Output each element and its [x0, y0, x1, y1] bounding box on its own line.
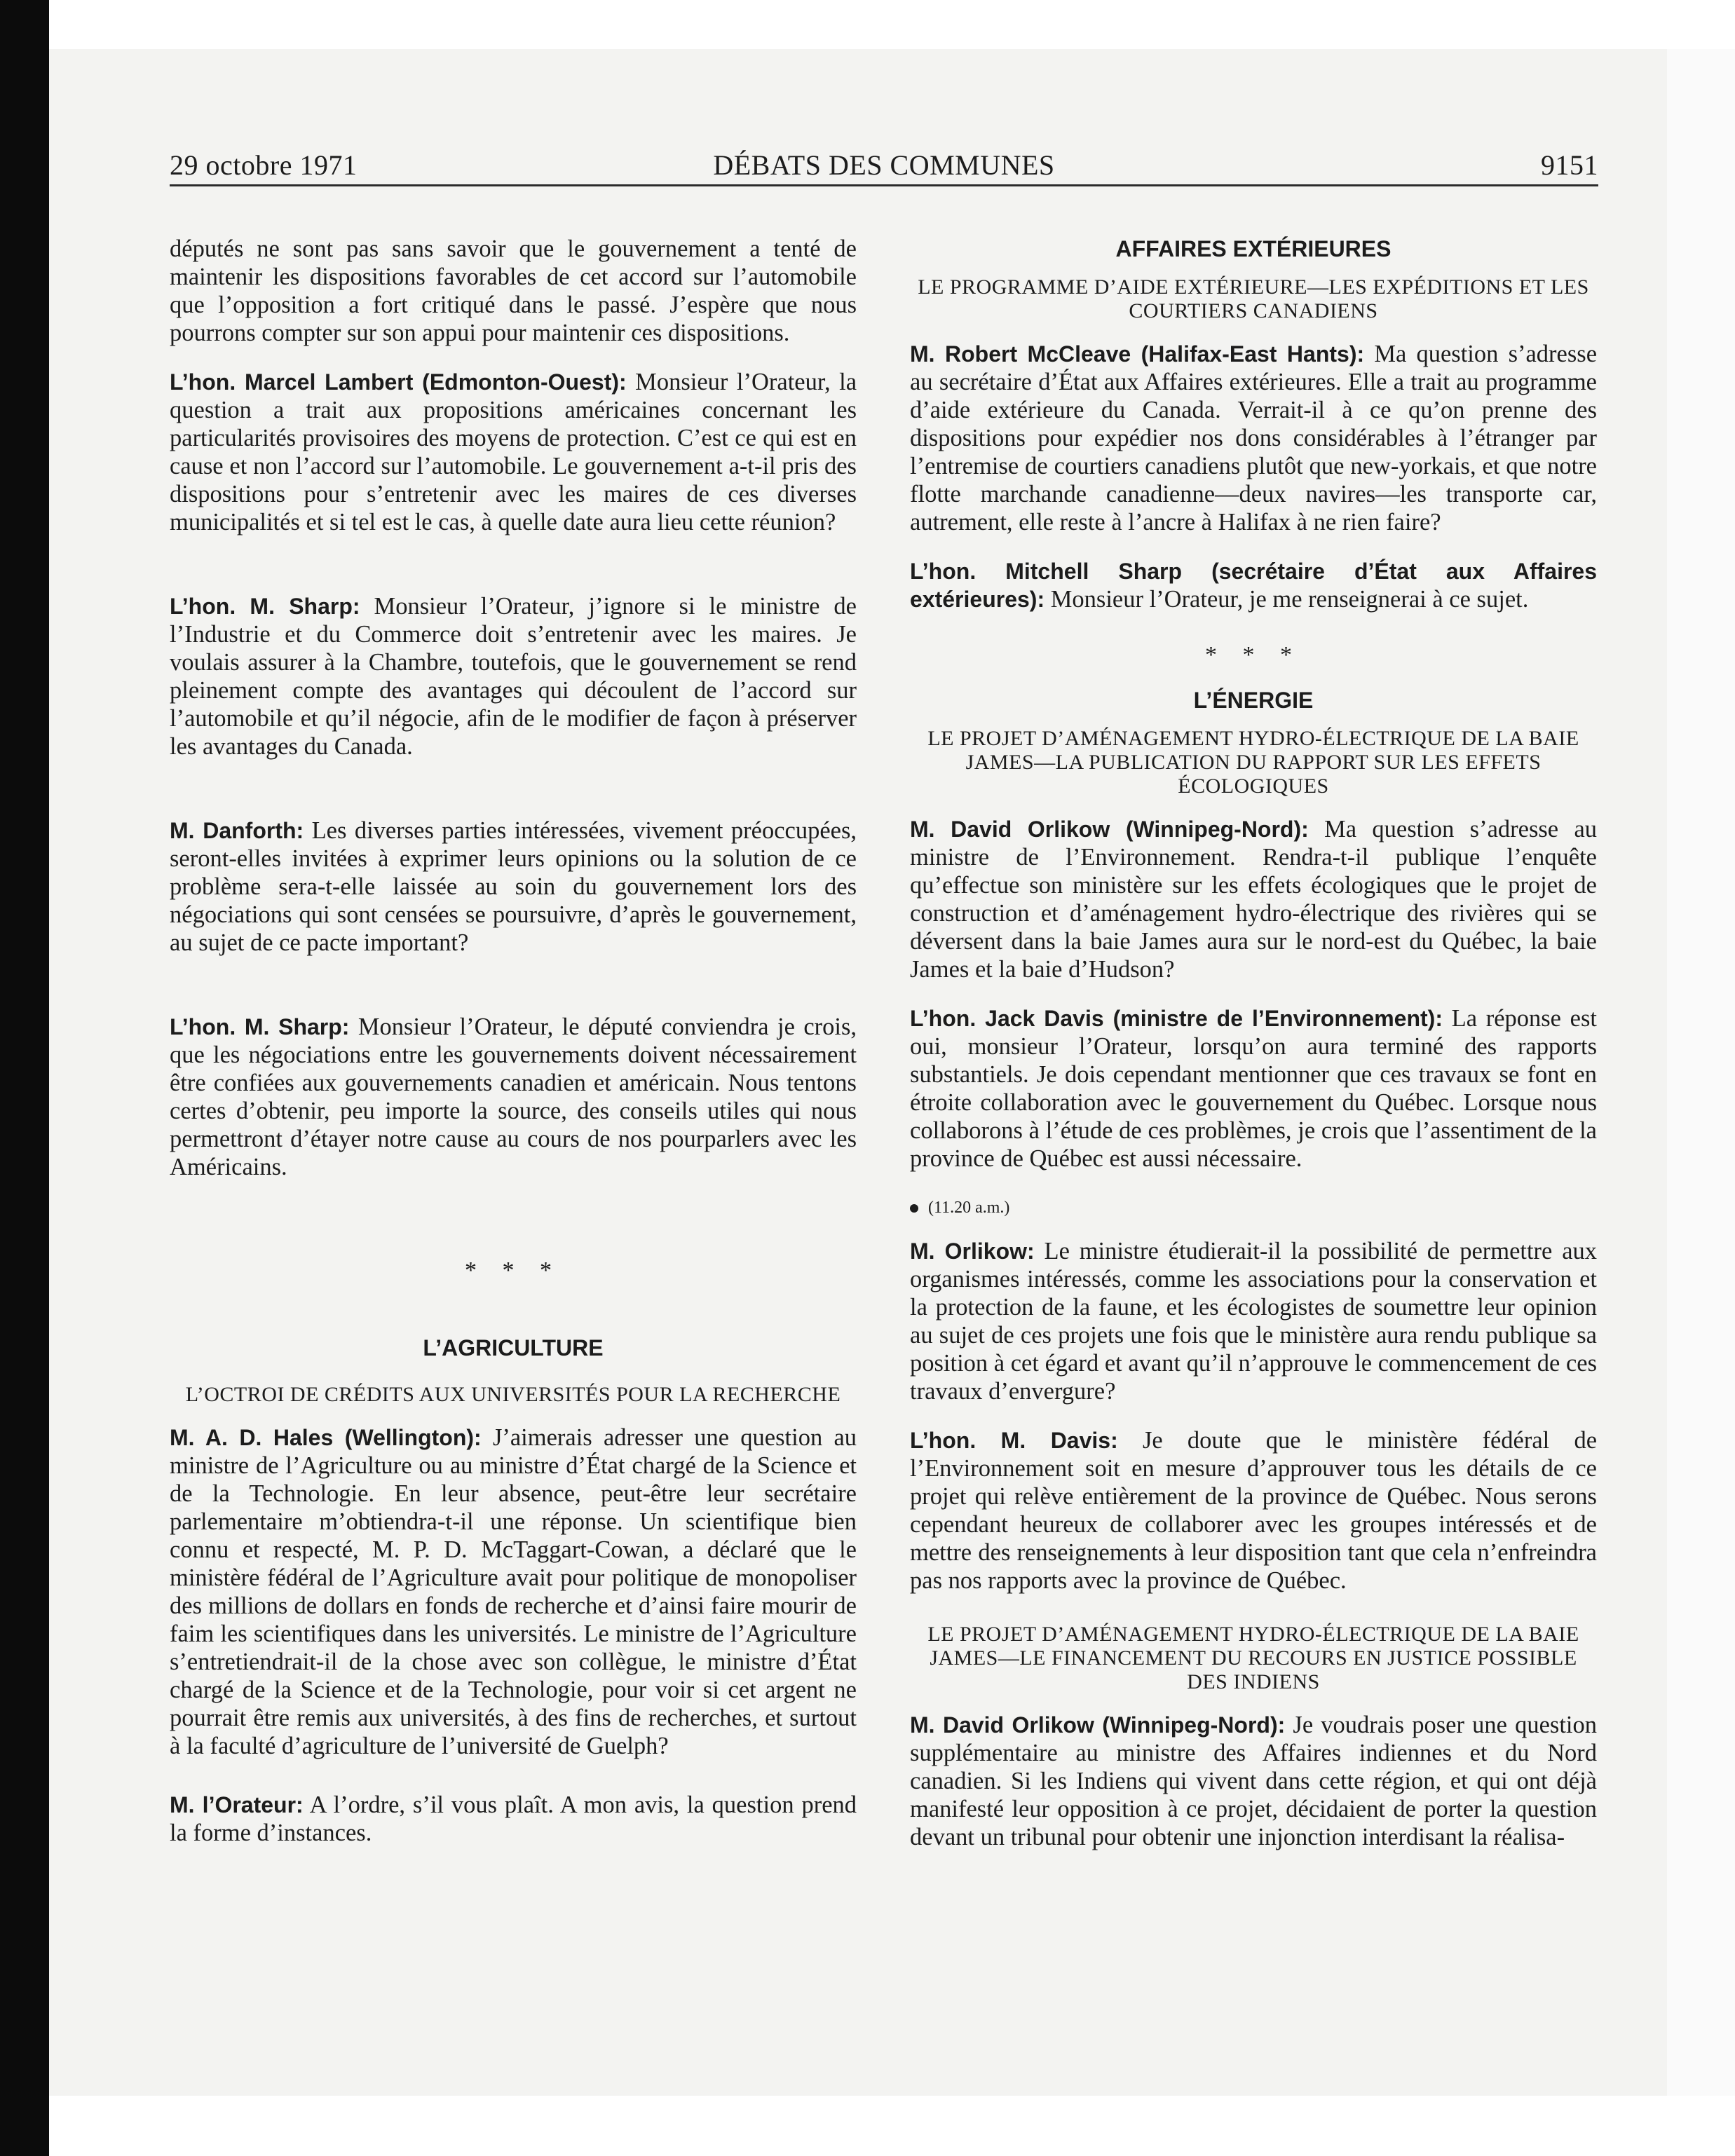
speaker-name: M. David Orlikow (Winnipeg-Nord):: [910, 817, 1309, 842]
speaker-name: L’hon. M. Sharp:: [170, 1014, 350, 1039]
speech: [170, 1013, 857, 1181]
speaker-name: M. David Orlikow (Winnipeg-Nord):: [910, 1712, 1286, 1738]
time-marker-text: (11.20 a.m.): [928, 1199, 1010, 1217]
speaker-name: M. A. D. Hales (Wellington):: [170, 1425, 482, 1450]
speech: [910, 1004, 1597, 1173]
scan-margin: [1667, 49, 1735, 2096]
speaker-name: M. Danforth:: [170, 818, 304, 843]
section-heading: L’AGRICULTURE: [423, 1335, 604, 1360]
speech: [910, 1711, 1597, 1851]
speech: [170, 817, 857, 957]
speaker-name: L’hon. Jack Davis (ministre de l’Environnement):: [910, 1006, 1443, 1031]
header-date: 29 octobre 1971: [170, 149, 358, 181]
speech: [910, 557, 1597, 613]
speech-text: La réponse est oui, monsieur l’Orateur, lorsqu’on aura terminé des rapports substantiels. Je dois cependant mentionner que ces travaux se font en étroite collaboration avec le gouvernement du Québec. Lorsque nous collaborons à l’étude de ces problèmes, je crois que l’assentiment de la province de Québec est aussi nécessaire.: [910, 1005, 1597, 1172]
speech-text: Je voudrais poser une question supplémentaire au ministre des Affaires indiennes et du Nord canadien. Si les Indiens qui vivent dans cette région, et qui ont déjà manifesté leur opposition à ce projet, décidaient de porter la question devant un tribunal pour obtenir une injonction interdisant la réalisa-: [910, 1712, 1597, 1850]
speech: [170, 1424, 857, 1760]
section-separator: * * *: [1205, 642, 1302, 668]
speech-text: J’aimerais adresser une question au ministre de l’Agriculture ou au ministre d’État chargé de la Science et de la Technologie. En leur absence, peut-être leur secrétaire parlementaire m’obtiendra-t-il une réponse. Un scientifique bien connu et respecté, M. P. D. McTaggart-Cowan, a déclaré que le ministère fédéral de l’Agriculture avait pour politique de monopoliser des millions de dollars en fonds de recherche et d’ainsi faire mourir de faim les scientifiques dans les universités. Le ministre de l’Agriculture s’entretiendrait-il de la chose avec son collègue, le ministre d’État chargé de la Science et de la Technologie, pour voir si cet argent ne pourrait être remis aux universités, à des fins de recherches, et surtout à la faculté d’agriculture de l’université de Guelph?: [170, 1424, 857, 1759]
speech-text: Je doute que le ministère fédéral de l’Environnement soit en mesure d’approuver tous les détails de ce projet qui relève entièrement de la province de Québec. Nous serons cependant heureux de collaborer avec les groupes intéressés et de mettre des renseignements à leur disposition tant que cela n’enfreindra pas nos rapports avec la province de Québec.: [910, 1427, 1598, 1594]
speaker-name: M. l’Orateur:: [170, 1792, 304, 1817]
left-column: [170, 235, 857, 1868]
speech-text: Les diverses parties intéressées, vivement préoccupées, seront-elles invitées à exprimer leurs opinions ou la solution de ce problème sera-t-elle laissée au soin du gouvernement lors des négociations qui sont censées se poursuivre, d’après le gouvernement, au sujet de ce pacte important?: [170, 817, 857, 956]
speech: [170, 368, 857, 536]
speech-text: Monsieur l’Orateur, la question a trait aux propositions américaines concernant les particularités provisoires des moyens de protection. C’est ce qui est en cause et non l’accord sur l’automobile. Le gouvernement a-t-il pris des dispositions pour s’entretenir avec les maires de ces diverses municipalités et si tel est le cas, à quelle date aura lieu cette réunion?: [170, 369, 857, 535]
subject-heading: LE PROJET D’AMÉNAGEMENT HYDRO-ÉLECTRIQUE DE LA BAIE JAMES—LE FINANCEMENT DU RECOURS EN JUSTICE POSSIBLE DES INDIENS: [927, 1623, 1579, 1693]
speaker-name: L’hon. Marcel Lambert (Edmonton-Ouest):: [170, 369, 627, 395]
section-heading: AFFAIRES EXTÉRIEURES: [1115, 236, 1392, 261]
scan-edge: [0, 0, 49, 2156]
speaker-name: L’hon. Mitchell Sharp (secrétaire d’État aux Affaires extérieures):: [910, 559, 1597, 612]
paragraph: députés ne sont pas sans savoir que le gouvernement a tenté de maintenir les dispositions favorables de cet accord sur l’automobile que l’opposition a fort critiqué dans le passé. J’espère que nous pourrons compter sur son appui pour maintenir ces dispositions.: [170, 236, 857, 346]
section-separator: * * *: [465, 1257, 562, 1283]
speaker-name: L’hon. M. Sharp:: [170, 594, 360, 619]
speech-text: Monsieur l’Orateur, le député conviendra je crois, que les négociations entre les gouvernements doivent nécessairement être confiées aux gouvernements canadien et américain. Nous tentons certes d’obtenir, peu importe la source, des conseils utiles qui nous permettront d’étayer notre cause au cours de nos pourparlers avec les Américains.: [170, 1014, 857, 1180]
subject-heading: L’OCTROI DE CRÉDITS AUX UNIVERSITÉS POUR LA RECHERCHE: [185, 1383, 841, 1406]
page-number: 9151: [1541, 149, 1598, 181]
right-column: [910, 235, 1597, 1872]
speech-text: Ma question s’adresse au secrétaire d’État aux Affaires extérieures. Elle a trait au programme d’aide extérieure du Canada. Verrait-il à ce qu’on prenne des dispositions pour expédier nos dons considérables à l’étranger par l’entremise de courtiers canadiens plutôt que new-yorkais, et que notre flotte marchande canadienne—deux navires—les transporte car, autrement, elle reste à l’ancre à Halifax à ne rien faire?: [910, 341, 1598, 535]
speech: [170, 1791, 857, 1847]
bullet-icon: [910, 1204, 918, 1213]
spacer: [170, 1202, 857, 1257]
header-title: DÉBATS DES COMMUNES: [713, 149, 1055, 181]
page-header: [170, 144, 1598, 186]
speech: [910, 1237, 1597, 1405]
speech: [910, 1426, 1597, 1595]
speech-text: A l’ordre, s’il vous plaît. A mon avis, la question prend la forme d’instances.: [170, 1792, 857, 1846]
speech-text: Ma question s’adresse au ministre de l’Environnement. Rendra-t-il publique l’enquête qu’effectue son ministère sur les effets écologiques que le projet de construction et d’aménagement hydro-électrique des rivières qui se déversent dans la baie James aura sur le nord-est du Québec, la baie James et la baie d’Hudson?: [910, 816, 1598, 983]
time-marker: [910, 1194, 1597, 1222]
speaker-name: L’hon. M. Davis:: [910, 1428, 1118, 1453]
section-heading: L’ÉNERGIE: [1193, 688, 1314, 713]
subject-heading: LE PROGRAMME D’AIDE EXTÉRIEURE—LES EXPÉDITIONS ET LES COURTIERS CANADIENS: [918, 275, 1589, 322]
subject-heading: LE PROJET D’AMÉNAGEMENT HYDRO-ÉLECTRIQUE DE LA BAIE JAMES—LA PUBLICATION DU RAPPORT SUR LES EFFETS ÉCOLOGIQUES: [927, 727, 1579, 798]
speech-text: Le ministre étudierait-il la possibilité de permettre aux organismes intéressés, comme les associations pour la conservation et la protection de la faune, et les écologistes de soumettre leur opinion au sujet de ces projets une fois que le ministère aura rendu publique sa position à cet égard et avant qu’il n’approuve le commencement de ces travaux d’envergure?: [910, 1238, 1598, 1405]
speech-text: Monsieur l’Orateur, je me renseignerai à ce sujet.: [1045, 586, 1529, 613]
speech-text: Monsieur l’Orateur, j’ignore si le ministre de l’Industrie et du Commerce doit s’entretenir avec les maires. Je voulais assurer à la Chambre, toutefois, que le gouvernement se rend pleinement compte des avantages qui découlent de l’accord sur l’automobile et qu’il négocie, afin de le modifier de façon à préserver les avantages du Canada.: [170, 593, 857, 760]
speaker-name: M. Orlikow:: [910, 1239, 1035, 1264]
speaker-name: M. Robert McCleave (Halifax-East Hants):: [910, 341, 1365, 367]
speech: [910, 340, 1597, 536]
speech: [910, 815, 1597, 983]
speech: [170, 592, 857, 760]
